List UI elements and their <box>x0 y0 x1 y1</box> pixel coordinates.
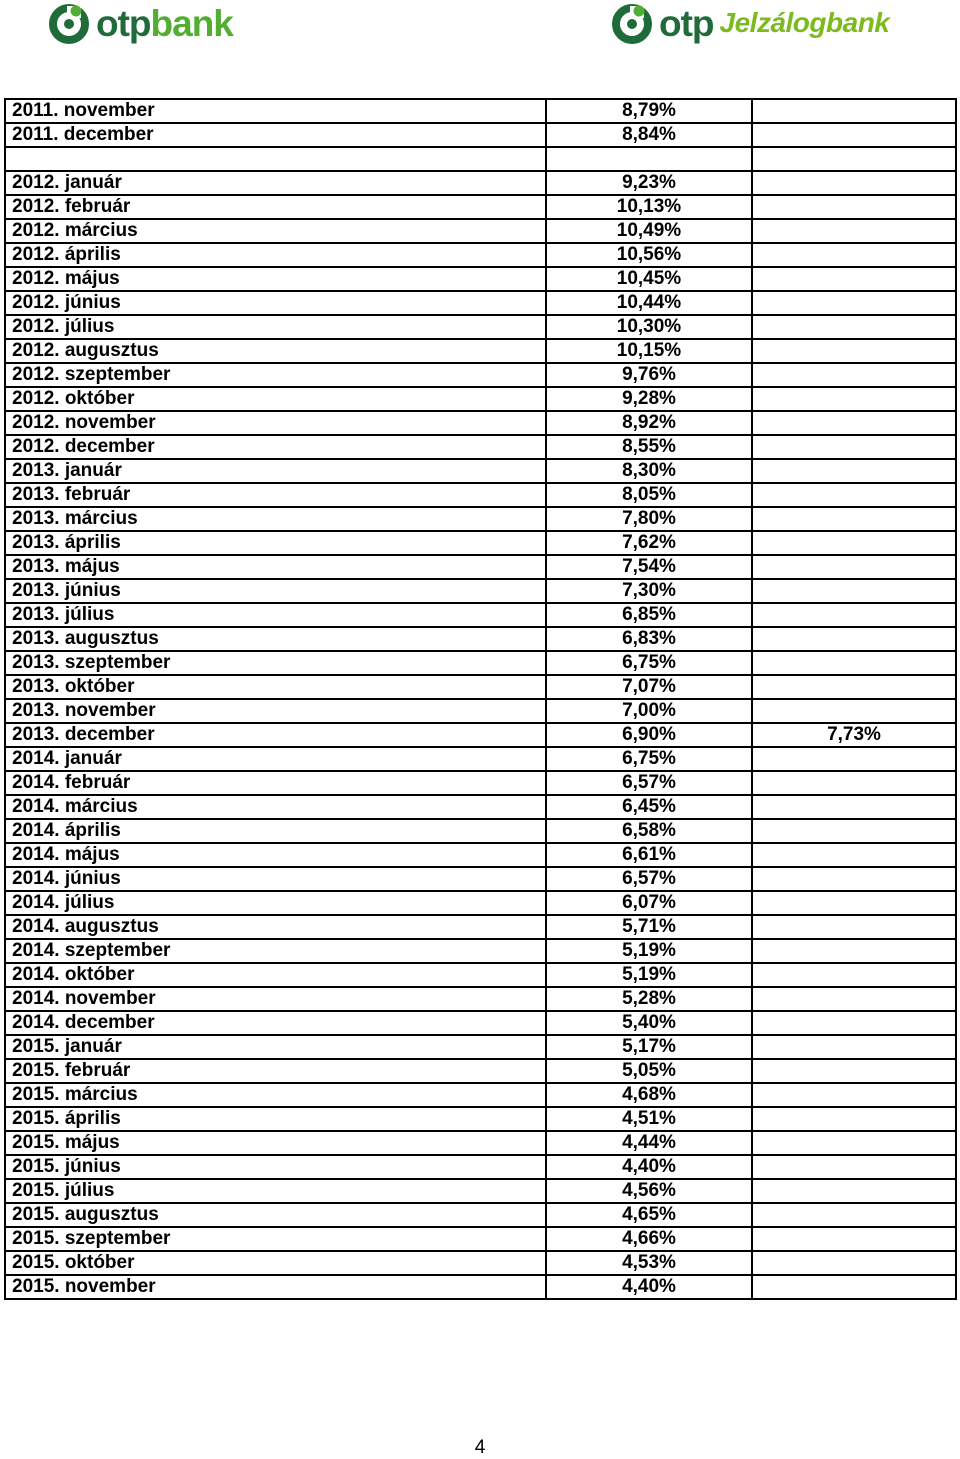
month-cell: 2014. március <box>5 795 546 819</box>
month-cell: 2015. május <box>5 1131 546 1155</box>
extra-rate-cell <box>752 795 956 819</box>
table-row <box>5 459 956 483</box>
table-row <box>5 1179 956 1203</box>
month-cell: 2013. november <box>5 699 546 723</box>
table-row <box>5 1059 956 1083</box>
month-cell: 2014. július <box>5 891 546 915</box>
extra-rate-cell <box>752 339 956 363</box>
rate-cell: 7,54% <box>546 555 752 579</box>
rate-cell: 9,28% <box>546 387 752 411</box>
table-row <box>5 579 956 603</box>
extra-rate-cell <box>752 579 956 603</box>
table-row <box>5 507 956 531</box>
rate-cell: 4,40% <box>546 1275 752 1299</box>
rate-cell: 10,44% <box>546 291 752 315</box>
rate-cell: 5,17% <box>546 1035 752 1059</box>
table-row <box>5 1227 956 1251</box>
month-cell: 2012. december <box>5 435 546 459</box>
extra-rate-cell <box>752 171 956 195</box>
table-row <box>5 435 956 459</box>
month-cell: 2012. november <box>5 411 546 435</box>
rate-cell: 5,05% <box>546 1059 752 1083</box>
table-row <box>5 891 956 915</box>
table-row <box>5 723 956 747</box>
rate-cell: 8,79% <box>546 99 752 123</box>
table-row <box>5 411 956 435</box>
rate-cell <box>546 147 752 171</box>
table-row <box>5 651 956 675</box>
extra-rate-cell <box>752 387 956 411</box>
extra-rate-cell <box>752 99 956 123</box>
rate-cell: 6,90% <box>546 723 752 747</box>
table-row <box>5 1155 956 1179</box>
table-row <box>5 267 956 291</box>
month-cell: 2012. szeptember <box>5 363 546 387</box>
extra-rate-cell <box>752 1083 956 1107</box>
extra-rate-cell <box>752 531 956 555</box>
month-cell: 2011. december <box>5 123 546 147</box>
rate-cell: 4,51% <box>546 1107 752 1131</box>
table-row <box>5 699 956 723</box>
extra-rate-cell <box>752 675 956 699</box>
rate-cell: 10,30% <box>546 315 752 339</box>
month-cell: 2013. február <box>5 483 546 507</box>
month-cell: 2012. június <box>5 291 546 315</box>
rate-cell: 5,71% <box>546 915 752 939</box>
extra-rate-cell <box>752 1107 956 1131</box>
rate-cell: 6,07% <box>546 891 752 915</box>
rate-cell: 4,53% <box>546 1251 752 1275</box>
table-row <box>5 1107 956 1131</box>
table-row <box>5 315 956 339</box>
extra-rate-cell <box>752 1011 956 1035</box>
rate-cell: 8,55% <box>546 435 752 459</box>
rate-cell: 8,05% <box>546 483 752 507</box>
month-cell: 2013. január <box>5 459 546 483</box>
month-cell: 2012. január <box>5 171 546 195</box>
rate-cell: 9,76% <box>546 363 752 387</box>
month-cell: 2015. április <box>5 1107 546 1131</box>
table-row <box>5 555 956 579</box>
extra-rate-cell <box>752 147 956 171</box>
rate-cell: 6,57% <box>546 771 752 795</box>
table-row <box>5 867 956 891</box>
rate-cell: 5,19% <box>546 939 752 963</box>
interest-rate-table-body <box>5 99 956 1299</box>
extra-rate-cell <box>752 1227 956 1251</box>
table-row <box>5 1083 956 1107</box>
month-cell: 2014. június <box>5 867 546 891</box>
extra-rate-cell <box>752 747 956 771</box>
table-row <box>5 123 956 147</box>
month-cell: 2012. október <box>5 387 546 411</box>
month-cell: 2013. október <box>5 675 546 699</box>
month-cell: 2012. február <box>5 195 546 219</box>
month-cell: 2011. november <box>5 99 546 123</box>
month-cell: 2014. október <box>5 963 546 987</box>
rate-cell: 10,13% <box>546 195 752 219</box>
jelzalogbank-logo-otp-text: otp <box>659 2 714 44</box>
month-cell: 2014. május <box>5 843 546 867</box>
table-row <box>5 99 956 123</box>
month-cell: 2013. március <box>5 507 546 531</box>
rate-cell: 6,83% <box>546 627 752 651</box>
rate-cell: 6,61% <box>546 843 752 867</box>
extra-rate-cell <box>752 1059 956 1083</box>
month-cell: 2015. február <box>5 1059 546 1083</box>
rate-cell: 5,28% <box>546 987 752 1011</box>
table-row <box>5 1011 956 1035</box>
rate-cell: 7,30% <box>546 579 752 603</box>
extra-rate-cell <box>752 867 956 891</box>
rate-cell: 6,85% <box>546 603 752 627</box>
extra-rate-cell <box>752 315 956 339</box>
table-row <box>5 243 956 267</box>
table-row <box>5 1131 956 1155</box>
rate-cell: 6,45% <box>546 795 752 819</box>
otpbank-logo <box>48 0 233 46</box>
extra-rate-cell <box>752 1251 956 1275</box>
extra-rate-cell <box>752 843 956 867</box>
extra-rate-cell <box>752 267 956 291</box>
page-number: 4 <box>474 1437 486 1458</box>
extra-rate-cell <box>752 939 956 963</box>
month-cell: 2013. július <box>5 603 546 627</box>
extra-rate-cell <box>752 627 956 651</box>
extra-rate-cell <box>752 891 956 915</box>
rate-cell: 8,92% <box>546 411 752 435</box>
month-cell: 2014. augusztus <box>5 915 546 939</box>
table-row <box>5 483 956 507</box>
extra-rate-cell <box>752 1035 956 1059</box>
table-row <box>5 531 956 555</box>
extra-rate-cell <box>752 219 956 243</box>
extra-rate-cell <box>752 459 956 483</box>
month-cell: 2014. február <box>5 771 546 795</box>
rate-cell: 9,23% <box>546 171 752 195</box>
month-cell: 2015. augusztus <box>5 1203 546 1227</box>
month-cell: 2015. június <box>5 1155 546 1179</box>
table-row <box>5 291 956 315</box>
rate-cell: 7,07% <box>546 675 752 699</box>
month-cell: 2013. augusztus <box>5 627 546 651</box>
extra-rate-cell <box>752 507 956 531</box>
extra-rate-cell <box>752 699 956 723</box>
table-row <box>5 387 956 411</box>
month-cell: 2015. szeptember <box>5 1227 546 1251</box>
extra-rate-cell <box>752 651 956 675</box>
extra-rate-cell <box>752 555 956 579</box>
extra-rate-cell <box>752 243 956 267</box>
otp-jelzalogbank-logo <box>611 0 889 46</box>
table-row <box>5 147 956 171</box>
month-cell: 2014. december <box>5 1011 546 1035</box>
interest-rate-table <box>4 98 957 1300</box>
otp-bank-logo-mark-icon <box>48 2 90 44</box>
table-row <box>5 747 956 771</box>
table-row <box>5 987 956 1011</box>
month-cell: 2013. május <box>5 555 546 579</box>
rate-cell: 6,75% <box>546 747 752 771</box>
extra-rate-cell <box>752 291 956 315</box>
month-cell: 2012. március <box>5 219 546 243</box>
table-row <box>5 963 956 987</box>
extra-rate-cell <box>752 1179 956 1203</box>
table-row <box>5 843 956 867</box>
rate-cell: 10,49% <box>546 219 752 243</box>
extra-rate-cell <box>752 411 956 435</box>
rate-cell: 10,15% <box>546 339 752 363</box>
month-cell: 2013. szeptember <box>5 651 546 675</box>
table-row <box>5 603 956 627</box>
table-row <box>5 339 956 363</box>
rate-cell: 7,62% <box>546 531 752 555</box>
month-cell: 2014. január <box>5 747 546 771</box>
table-row <box>5 627 956 651</box>
jelzalogbank-logo-name-text: Jelzálogbank <box>719 7 890 38</box>
month-cell: 2012. július <box>5 315 546 339</box>
month-cell: 2013. június <box>5 579 546 603</box>
table-row <box>5 1035 956 1059</box>
otpbank-logo-bank-text: bank <box>150 2 233 44</box>
month-cell: 2014. szeptember <box>5 939 546 963</box>
month-cell: 2012. április <box>5 243 546 267</box>
rate-cell: 10,45% <box>546 267 752 291</box>
rate-cell: 4,40% <box>546 1155 752 1179</box>
table-row <box>5 195 956 219</box>
month-cell: 2015. október <box>5 1251 546 1275</box>
extra-rate-cell <box>752 963 956 987</box>
extra-rate-cell <box>752 123 956 147</box>
month-cell: 2014. április <box>5 819 546 843</box>
table-row <box>5 1203 956 1227</box>
extra-rate-cell <box>752 483 956 507</box>
table-row <box>5 219 956 243</box>
table-row <box>5 675 956 699</box>
rate-cell: 5,19% <box>546 963 752 987</box>
rate-cell: 4,65% <box>546 1203 752 1227</box>
rate-cell: 7,00% <box>546 699 752 723</box>
month-cell <box>5 147 546 171</box>
extra-rate-cell <box>752 1203 956 1227</box>
table-row <box>5 939 956 963</box>
rate-cell: 7,80% <box>546 507 752 531</box>
rate-cell: 4,66% <box>546 1227 752 1251</box>
rate-cell: 4,44% <box>546 1131 752 1155</box>
month-cell: 2012. május <box>5 267 546 291</box>
rate-cell: 6,75% <box>546 651 752 675</box>
rate-cell: 8,84% <box>546 123 752 147</box>
month-cell: 2015. július <box>5 1179 546 1203</box>
table-row <box>5 171 956 195</box>
otpbank-logo-otp-text: otp <box>96 2 151 44</box>
otp-bank-logo-mark-icon <box>611 2 653 44</box>
rate-cell: 10,56% <box>546 243 752 267</box>
extra-rate-cell <box>752 1131 956 1155</box>
month-cell: 2015. január <box>5 1035 546 1059</box>
extra-rate-cell <box>752 1155 956 1179</box>
rate-cell: 6,57% <box>546 867 752 891</box>
extra-rate-cell <box>752 1275 956 1299</box>
month-cell: 2015. március <box>5 1083 546 1107</box>
table-row <box>5 1275 956 1299</box>
rate-cell: 8,30% <box>546 459 752 483</box>
extra-rate-cell <box>752 363 956 387</box>
extra-rate-cell <box>752 771 956 795</box>
rate-cell: 5,40% <box>546 1011 752 1035</box>
table-row <box>5 795 956 819</box>
table-row <box>5 1251 956 1275</box>
page-header <box>0 0 960 60</box>
rate-cell: 4,68% <box>546 1083 752 1107</box>
extra-rate-cell <box>752 435 956 459</box>
month-cell: 2013. december <box>5 723 546 747</box>
extra-rate-cell <box>752 819 956 843</box>
extra-rate-cell <box>752 987 956 1011</box>
extra-rate-cell <box>752 195 956 219</box>
month-cell: 2013. április <box>5 531 546 555</box>
extra-rate-cell: 7,73% <box>752 723 956 747</box>
extra-rate-cell <box>752 603 956 627</box>
table-row <box>5 915 956 939</box>
rate-cell: 4,56% <box>546 1179 752 1203</box>
table-row <box>5 363 956 387</box>
table-row <box>5 819 956 843</box>
extra-rate-cell <box>752 915 956 939</box>
month-cell: 2015. november <box>5 1275 546 1299</box>
month-cell: 2014. november <box>5 987 546 1011</box>
rate-cell: 6,58% <box>546 819 752 843</box>
table-row <box>5 771 956 795</box>
month-cell: 2012. augusztus <box>5 339 546 363</box>
